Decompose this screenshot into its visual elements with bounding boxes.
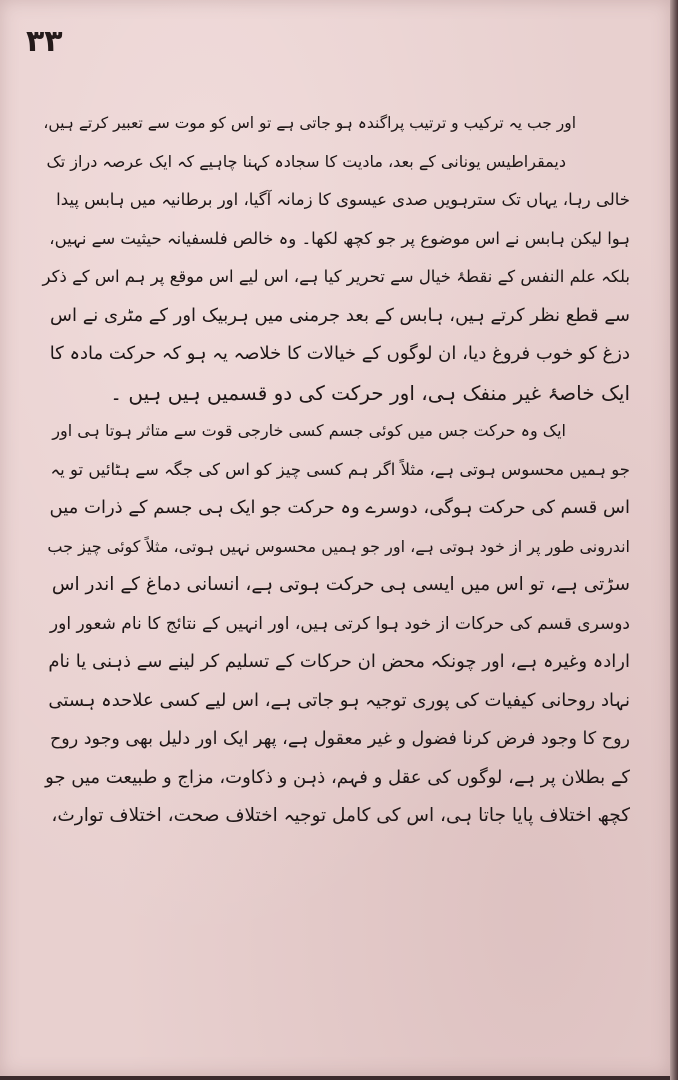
- text-line: نہاد روحانی کیفیات کی پوری توجیہ ہو جاتی ہے، اس لیے کسی علاحدہ ہستی: [48, 689, 630, 711]
- text-line: ایک خاصۂ غیر منفک ہی، اور حرکت کی دو قسمیں ہیں ہیں ۔: [110, 380, 630, 405]
- text-line: کے بطلان پر ہے، لوگوں کی عقل و فہم، ذہن و ذکاوت، مزاج و طبیعت میں جو: [45, 766, 630, 788]
- text-line: اندرونی طور پر از خود ہوتی ہے، اور جو ہمیں محسوس نہیں ہوتی، مثلاً کوئی چیز جب: [47, 536, 630, 556]
- text-line: کچھ اختلاف پایا جاتا ہی، اس کی کامل توجیہ اختلاف صحت، اختلاف توارث،: [51, 805, 630, 826]
- text-line: اور جب یہ ترکیب و ترتیب پراگندہ ہو جاتی ہے تو اس کو موت سے تعبیر کرتے ہیں،: [43, 114, 576, 132]
- text-line: روح کا وجود فرض کرنا فضول و غیر معقول ہے، پھر ایک اور دلیل بھی وجود روح: [50, 729, 630, 749]
- text-line: سے قطع نظر کرتے ہیں، ہابس کے بعد جرمنی میں ہربیک اور کے مٹری نے اس: [50, 304, 630, 326]
- text-line: خالی رہا، یہاں تک سترہویں صدی عیسوی کا زمانہ آگیا، اور برطانیہ میں ہابس پیدا: [56, 190, 630, 209]
- text-line: ہوا لیکن ہابس نے اس موضوع پر جو کچھ لکھا۔ وہ خالص فلسفیانہ حیثیت سے نہیں،: [49, 228, 630, 248]
- text-line: ایک وہ حرکت جس میں کوئی جسم کسی خارجی قوت سے متاثر ہوتا ہی اور: [52, 421, 566, 440]
- body-text: [40, 104, 630, 836]
- text-line: دوسری قسم کی حرکات از خود ہوا کرتی ہیں، اور انہیں کے نتائج کا نام شعور اور: [49, 613, 630, 634]
- text-line: دزغ کو خوب فروغ دیا، ان لوگوں کے خیالات کا خلاصہ یہ ہو کہ حرکت مادہ کا: [49, 343, 630, 364]
- text-line: سڑتی ہے، تو اس میں ایسی ہی حرکت ہوتی ہے، انسانی دماغ کے اندر اس: [51, 574, 630, 595]
- text-line: دیمقراطیس یونانی کے بعد، مادیت کا سجادہ کہنا چاہیے کہ ایک عرصہ دراز تک: [46, 151, 566, 171]
- text-line: بلکہ علم النفس کے نقطۂ خیال سے تحریر کیا ہے، اس لیے اس موقع پر ہم اس کے ذکر: [42, 267, 630, 286]
- page-number: ۳۳: [26, 24, 63, 59]
- text-line: ارادہ وغیرہ ہے، اور چونکہ محض ان حرکات کے تسلیم کر لینے سے ذہنی یا نام: [48, 651, 630, 672]
- page-edge-shadow: [670, 0, 678, 1080]
- text-line: جو ہمیں محسوس ہوتی ہے، مثلاً اگر ہم کسی چیز کو اس کی جگہ سے ہٹائیں تو یہ: [50, 459, 630, 479]
- text-line: اس قسم کی حرکت ہوگی، دوسرے وہ حرکت جو ایک ہی جسم کے ذرات میں: [49, 497, 630, 518]
